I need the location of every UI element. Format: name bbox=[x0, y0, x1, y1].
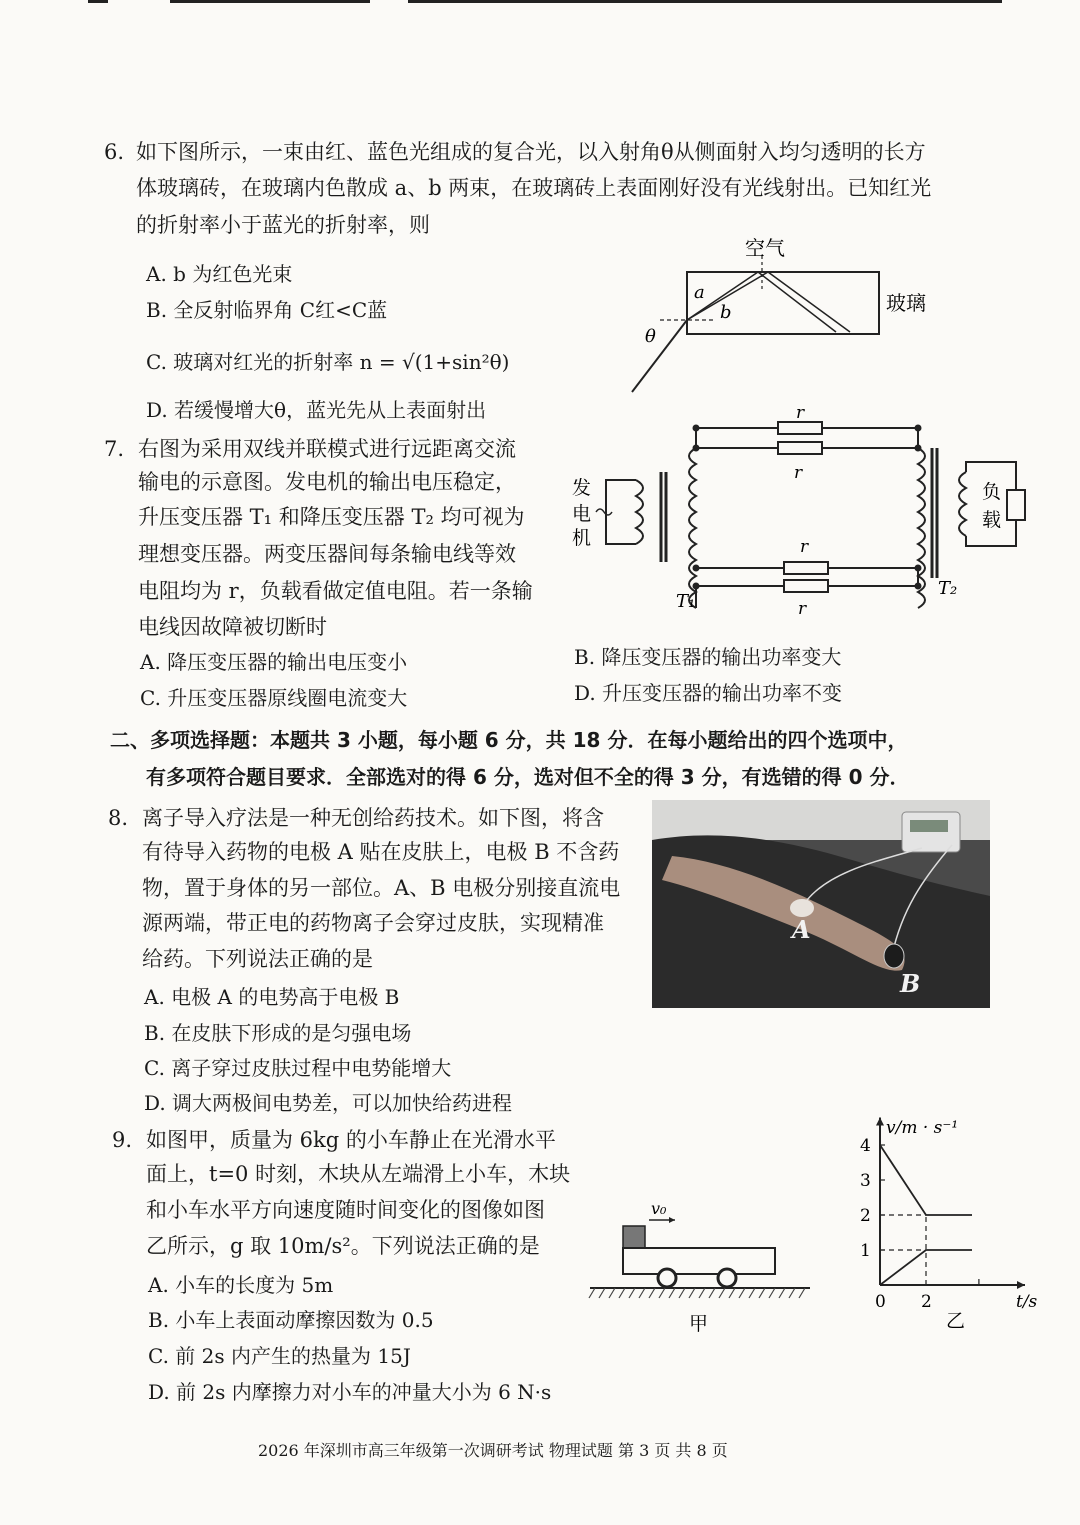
section-heading: 有多项符合题目要求．全部选对的得 6 分，选对但不全的得 3 分，有选错的得 0 分． bbox=[146, 765, 910, 789]
question-text: 升压变压器 T₁ 和降压变压器 T₂ 均可视为 bbox=[138, 505, 525, 529]
question-text: 乙所示，g 取 10m/s²。下列说法正确的是 bbox=[146, 1234, 540, 1258]
question-number: 9. bbox=[112, 1128, 133, 1152]
chart-x-tick-label: 0 bbox=[875, 1292, 886, 1312]
label-electrode-b: B bbox=[900, 969, 921, 998]
label-a: a bbox=[694, 282, 705, 303]
chart-y-arrow bbox=[876, 1118, 884, 1126]
cart-diagram bbox=[585, 1198, 815, 1338]
velocity-time-chart bbox=[850, 1105, 1050, 1340]
option-b: B. 在皮肤下形成的是匀强电场 bbox=[144, 1021, 412, 1045]
chart-x-label: t/s bbox=[1016, 1292, 1038, 1312]
option-a: A. b 为红色光束 bbox=[146, 262, 293, 286]
label-r: r bbox=[798, 599, 807, 619]
chart-y-label: v/m · s⁻¹ bbox=[886, 1118, 959, 1138]
photo-illustration bbox=[652, 800, 990, 1008]
label-yi: 乙 bbox=[946, 1310, 966, 1332]
label-air: 空气 bbox=[745, 236, 785, 260]
option-d: D. 调大两极间电势差，可以加快给药进程 bbox=[144, 1091, 513, 1115]
resistor-r bbox=[778, 422, 822, 434]
t1-primary-coil bbox=[636, 480, 643, 544]
label-t2: T₂ bbox=[938, 578, 958, 599]
label-load: 载 bbox=[982, 509, 1002, 531]
cart-body bbox=[623, 1248, 775, 1274]
resistor-r bbox=[778, 442, 822, 454]
reflected-ray-b bbox=[768, 272, 850, 332]
label-load: 负 bbox=[982, 481, 1002, 503]
label-jia: 甲 bbox=[689, 1313, 709, 1335]
cart-wheel bbox=[658, 1269, 676, 1287]
question-text: 体玻璃砖，在玻璃内色散成 a、b 两束，在玻璃砖上表面刚好没有光线射出。已知红光 bbox=[136, 176, 932, 200]
block bbox=[623, 1226, 645, 1248]
label-r: r bbox=[794, 463, 803, 483]
question-text: 离子导入疗法是一种无创给药技术。如下图，将含 bbox=[142, 806, 604, 830]
label-glass: 玻璃 bbox=[886, 291, 926, 315]
option-d: D. 前 2s 内摩擦力对小车的冲量大小为 6 N·s bbox=[148, 1380, 552, 1404]
option-b: B. 降压变压器的输出功率变大 bbox=[574, 645, 842, 669]
label-generator: 电 bbox=[572, 503, 592, 525]
question-text: 如图甲，质量为 6kg 的小车静止在光滑水平 bbox=[146, 1128, 556, 1152]
question-text: 理想变压器。两变压器间每条输电线等效 bbox=[138, 542, 516, 566]
question-text: 面上，t=0 时刻，木块从左端滑上小车，木块 bbox=[146, 1162, 571, 1186]
label-v0: v₀ bbox=[651, 1199, 667, 1218]
resistor-r bbox=[784, 580, 828, 592]
question-text: 源两端，带正电的药物离子会穿过皮肤，实现精准 bbox=[142, 911, 604, 935]
option-d: D. 升压变压器的输出功率不变 bbox=[574, 681, 843, 705]
option-c: C. 升压变压器原线圈电流变大 bbox=[140, 686, 408, 710]
option-c: C. 前 2s 内产生的热量为 15J bbox=[148, 1344, 411, 1368]
option-a: A. 小车的长度为 5m bbox=[148, 1273, 334, 1297]
label-b: b bbox=[720, 302, 732, 323]
option-c: C. 离子穿过皮肤过程中电势能增大 bbox=[144, 1056, 452, 1080]
scan-edge-line bbox=[408, 0, 1002, 3]
label-electrode-a: A bbox=[792, 915, 811, 944]
incident-ray bbox=[632, 320, 687, 392]
label-t1: T₁ bbox=[676, 591, 696, 612]
option-a: A. 降压变压器的输出电压变小 bbox=[140, 650, 408, 674]
load-resistor bbox=[1007, 490, 1025, 520]
question-text: 物，置于身体的另一部位。A、B 电极分别接直流电 bbox=[142, 876, 621, 900]
label-generator: 发 bbox=[572, 477, 592, 499]
scan-edge-line bbox=[88, 0, 108, 3]
option-d: D. 若缓慢增大θ，蓝光先从上表面射出 bbox=[146, 398, 487, 422]
question-text: 给药。下列说法正确的是 bbox=[142, 947, 373, 971]
chart-y-tick-label: 2 bbox=[860, 1206, 871, 1226]
question-text: 的折射率小于蓝光的折射率，则 bbox=[136, 213, 430, 237]
question-text: 和小车水平方向速度随时间变化的图像如图 bbox=[146, 1198, 545, 1222]
question-text: 右图为采用双线并联模式进行远距离交流 bbox=[138, 437, 516, 461]
cart-wheel bbox=[718, 1269, 736, 1287]
question-number: 7. bbox=[104, 437, 125, 461]
chart-x-arrow bbox=[1017, 1281, 1025, 1289]
scan-edge-line bbox=[170, 0, 370, 3]
label-theta: θ bbox=[645, 326, 656, 347]
question-text: 如下图所示，一束由红、蓝色光组成的复合光，以入射角θ从侧面射入均匀透明的长方 bbox=[136, 140, 926, 164]
question-text: 有待导入药物的电极 A 贴在皮肤上，电极 B 不含药 bbox=[142, 840, 620, 864]
label-generator: 机 bbox=[572, 527, 592, 549]
generator-wire bbox=[606, 480, 636, 544]
resistor-r bbox=[784, 562, 828, 574]
question-number: 6. bbox=[104, 140, 125, 164]
question-text: 电线因故障被切断时 bbox=[138, 615, 327, 639]
question-number: 8. bbox=[108, 806, 129, 830]
iontophoresis-photo bbox=[652, 800, 990, 1008]
option-a: A. 电极 A 的电势高于电极 B bbox=[144, 985, 400, 1009]
chart-x-tick-label: 2 bbox=[921, 1292, 932, 1312]
chart-y-tick-label: 4 bbox=[860, 1136, 871, 1156]
reflected-ray-a bbox=[758, 272, 836, 332]
option-b: B. 全反射临界角 C红<C蓝 bbox=[146, 298, 388, 322]
chart-y-tick-label: 1 bbox=[860, 1241, 871, 1261]
question-text: 输电的示意图。发电机的输出电压稳定， bbox=[138, 470, 516, 494]
option-c: C. 玻璃对红光的折射率 n = √(1+sin²θ) bbox=[146, 350, 510, 374]
ac-source-icon bbox=[596, 509, 612, 515]
label-r: r bbox=[800, 537, 809, 557]
label-r: r bbox=[796, 403, 805, 423]
section-heading: 二、多项选择题：本题共 3 小题，每小题 6 分，共 18 分．在每小题给出的四个选项中， bbox=[110, 728, 908, 752]
chart-y-tick-label: 3 bbox=[860, 1171, 871, 1191]
glass-refraction-diagram bbox=[610, 232, 940, 402]
question-text: 电阻均为 r，负载看做定值电阻。若一条输 bbox=[138, 579, 533, 603]
t2-secondary-coil bbox=[959, 472, 966, 536]
chart-series-line bbox=[880, 1145, 972, 1215]
option-b: B. 小车上表面动摩擦因数为 0.5 bbox=[148, 1308, 434, 1332]
page-footer: 2026 年深圳市高三年级第一次调研考试 物理试题 第 3 页 共 8 页 bbox=[258, 1441, 728, 1460]
transmission-circuit-diagram bbox=[566, 402, 1036, 622]
